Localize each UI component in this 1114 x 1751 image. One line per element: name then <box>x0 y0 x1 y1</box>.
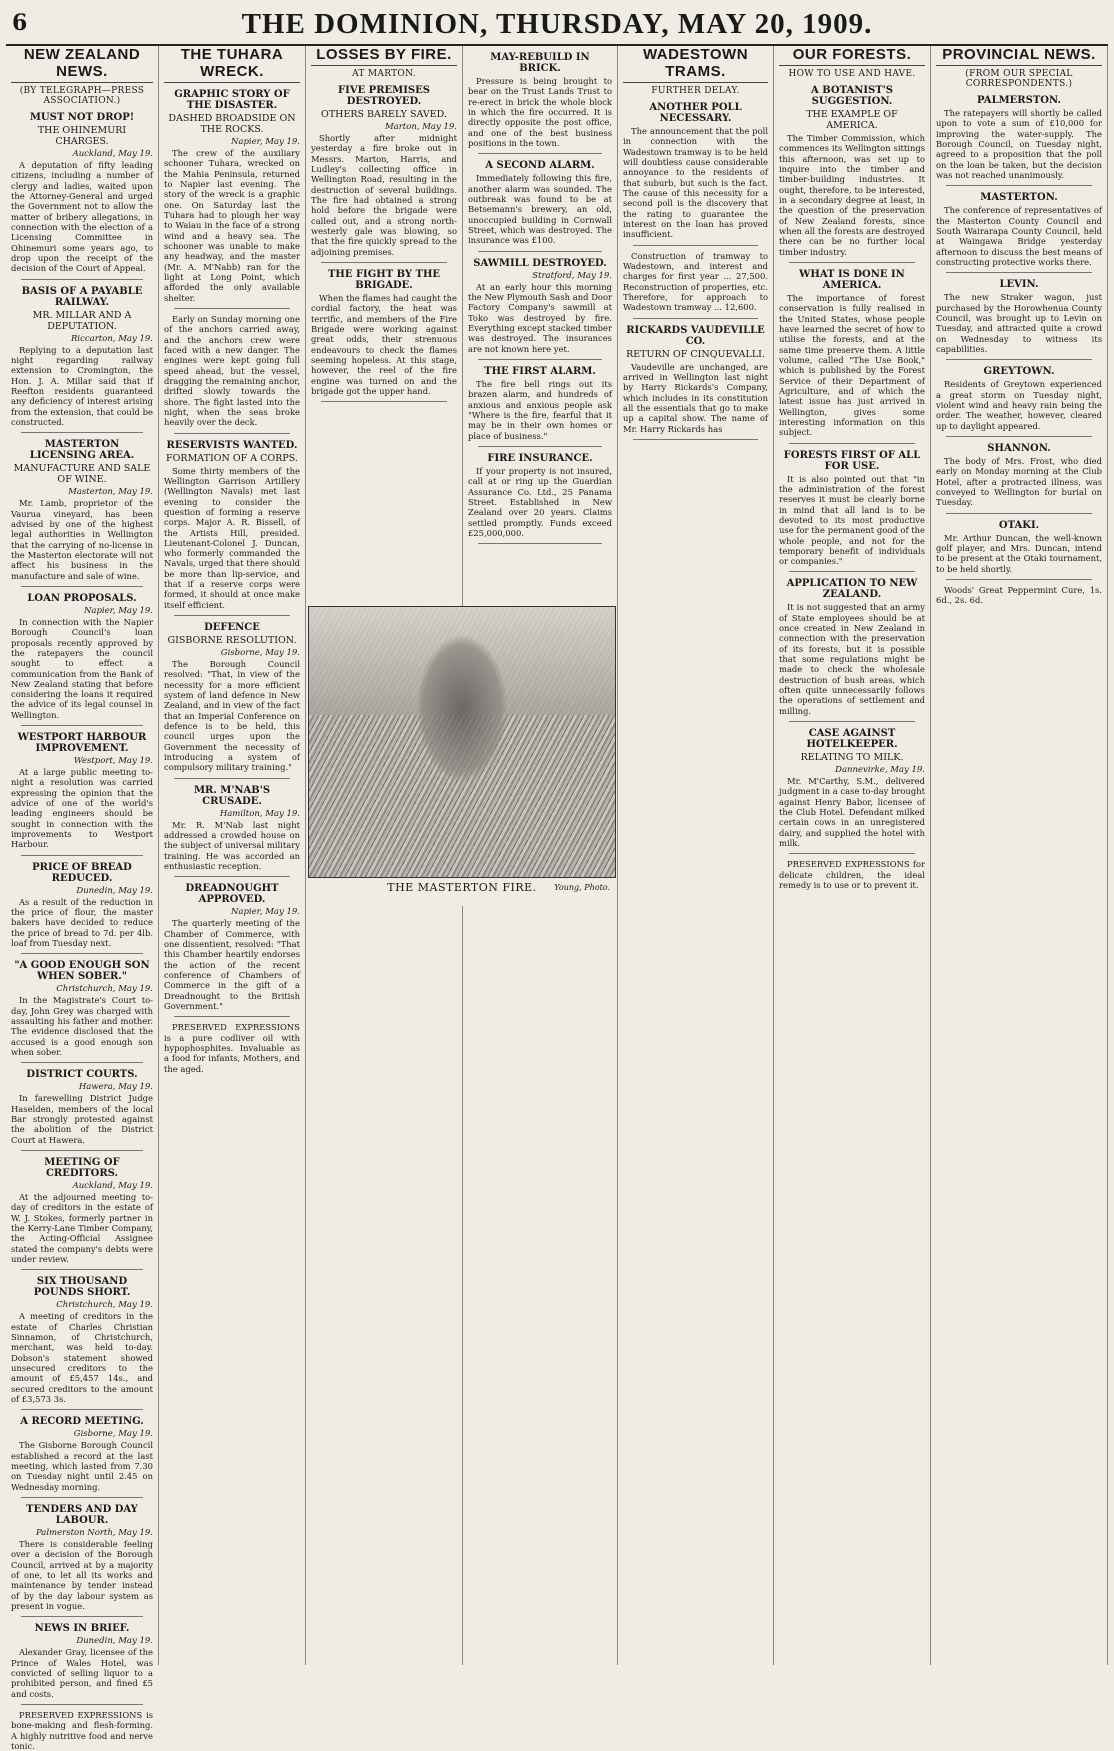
column-2 <box>159 46 306 1665</box>
article-body: At the adjourned meeting to-day of creditors in the estate of W. J. Stokes, formerly partner in the Kerry-Lane Timber Company, the Acting-Official Assignee stated the company's debts were under review. <box>11 1192 153 1264</box>
article-body: Vaudeville are unchanged, are arrived in Wellington last night by Harry Rickards's Company, which includes in its constitution all the essentials that go to make up a capital show. The name of Mr. Harry Rickards has <box>623 361 768 434</box>
article-subheadline: DASHED BROADSIDE ON THE ROCKS. <box>168 113 296 135</box>
article-body: The crew of the auxiliary schooner Tuhara, wrecked on the Mahia Peninsula, returned to Napier last evening. The story of the wreck is a graphic one. On Saturday last the Tuhara had to plough her way to Waiau in the face of a strong wind and a heavy sea. The schooner was unable to make any headway, and the master (Mr. A. M'Nabb) ran for the light at Long Point, which afforded the only available shelter. <box>164 148 300 303</box>
article-body: Alexander Gray, licensee of the Prince of Wales Hotel, was convicted of selling liquor to a prohibited person, and fined £5 and costs. <box>11 1647 153 1699</box>
section-divider <box>21 1616 143 1617</box>
column-footer-advert: PRESERVED EXPRESSIONS is a pure codliver oil with hypophosphites. Invaluable as a food for infants, Mothers, and the aged. <box>164 1022 300 1074</box>
photo-credit: Young, Photo. <box>554 883 610 892</box>
article-body: A deputation of fifty leading citizens, including a number of clergy and ladies, waited upon the Attorney-General and urged the Government not to allow the matter of bribery allegations, in connection with the election of a Licensing Committee in Ohinemuri some years ago, to drop upon the receipt of the decision of the Court of Appeal. <box>11 160 153 274</box>
article-body: The conference of representatives of the Masterton County Council and South Wairarapa County Council, held at Waingawa Bridge yesterday afternoon to discuss the best means of constructing protective works there. <box>936 205 1102 267</box>
article-section <box>11 960 153 1063</box>
section-divider <box>946 579 1092 580</box>
column-heading: WADESTOWN TRAMS. <box>623 46 768 83</box>
article-section <box>311 269 457 402</box>
section-divider <box>633 439 758 440</box>
article-section <box>11 1416 153 1498</box>
section-divider <box>174 778 290 779</box>
section-divider <box>174 433 290 434</box>
article-headline: DREADNOUGHT APPROVED. <box>185 883 279 906</box>
photo-block <box>308 606 616 906</box>
article-body: There is considerable feeling over a decision of the Borough Council, arrived at by a majority of one, to let all its works and maintenance by tender instead of by the day labour system as present in vogue. <box>11 1538 153 1611</box>
article-body: Immediately following this fire, another alarm was sounded. The outbreak was found to be at Betsemann's brewery, an old, unoccupied building in Cornwall Street, which was destroyed. The insurance was £100. <box>468 173 612 246</box>
article-section <box>779 269 925 444</box>
section-divider <box>21 953 143 954</box>
section-divider <box>478 446 602 447</box>
article-section <box>11 1157 153 1270</box>
section-divider <box>946 513 1092 514</box>
section-divider <box>21 1704 143 1705</box>
article-section <box>164 785 300 878</box>
article-body: Mr. R. M'Nab last night addressed a crowded house on the subject of universal military training. He was accorded an enthusiastic reception. <box>164 819 300 872</box>
article-headline: MUST NOT DROP! <box>29 112 135 123</box>
article-dateline: Palmerston North, May 19. <box>35 1527 153 1538</box>
article-body: It is not suggested that an army of State employees should be at once created in New Zealand in connection with the preservation of its forests, but it is possible that some regulations might be made to check the wholesale destruction of bush areas, which often quite unnecessarily follows the operations of settlement and milling. <box>779 602 925 716</box>
article-headline: DEFENCE <box>204 622 260 634</box>
article-headline: LOAN PROPOSALS. <box>27 592 137 604</box>
article-section <box>936 443 1102 514</box>
article-subheadline: MR. MILLAR AND A DEPUTATION. <box>32 309 132 332</box>
article-section <box>11 439 153 587</box>
article-section <box>936 520 1102 580</box>
article-body: In connection with the Napier Borough Council's loan proposals recently approved by the ratepayers the council sought to effect a communication from the Bank of New Zealand stating that before considering the loans it required the advice of its legal counsel in Wellington. <box>11 616 153 720</box>
column-heading: THE TUHARA WRECK. <box>164 46 300 83</box>
article-dateline: Hamilton, May 19. <box>219 808 300 819</box>
article-headline: BASIS OF A PAYABLE RAILWAY. <box>21 285 143 308</box>
article-dateline: Dunedin, May 19. <box>76 885 153 896</box>
article-headline: CASE AGAINST HOTELKEEPER. <box>806 728 898 751</box>
article-headline: GREYTOWN. <box>983 366 1055 378</box>
article-section <box>623 251 768 319</box>
column-subheading: (FROM OUR SPECIAL CORRESPONDENTS.) <box>965 69 1073 89</box>
article-body: The Borough Council resolved: "That, in view of the necessity for a more efficient system of land defence in New Zealand, and in view of the fact that an Imperial Conference on defence is to be held, this council urges upon the Government the necessity of introducing a system of compulsory military training." <box>164 659 300 773</box>
column-footer-advert: PRESERVED EXPRESSIONS is bone-making and flesh-forming. A highly nutritive food and nerve tonic. <box>11 1709 153 1751</box>
photo-caption: THE MASTERTON FIRE. <box>387 881 537 894</box>
article-dateline: Napier, May 19. <box>83 605 153 616</box>
article-subheadline: THE EXAMPLE OF AMERICA. <box>806 109 898 131</box>
article-body: A meeting of creditors in the estate of Charles Christian Sinnamon, of Christchurch, merchant, was held to-day. Dobson's statement showed unsecured creditors to the amount of £5,457 14s., and secured creditors to the amount of £3,573 3s. <box>11 1311 153 1404</box>
fire-photograph <box>308 606 616 878</box>
article-section <box>623 325 768 440</box>
section-divider <box>174 876 290 877</box>
section-divider <box>789 443 915 444</box>
article-dateline: Christchurch, May 19. <box>56 1300 153 1311</box>
article-body: The importance of forest conservation is fully realised in the United States, whose people have learned the secret of how to utilise the forests, and at the same time preserve them. A little volume, called "The Use Book," which is published by the Forest Service of their Department of Agriculture, and of which the latest issue has just arrived in Wellington, gives some interesting information on this subject. <box>779 292 925 438</box>
article-headline: MASTERTON. <box>980 192 1058 204</box>
article-dateline: Gisborne, May 19. <box>73 1429 153 1440</box>
article-body: When the flames had caught the cordial factory, the heat was terrific, and members of the Fire Brigade were working against great odds, their strenuous endeavours to check the flames seeming hopeless. At this stage, however, the reel of the fire engine was turned on and the brigade got the upper hand. <box>311 292 457 396</box>
article-body: Mr. M'Carthy, S.M., delivered judgment in a case to-day brought against Henry Babor, licensee of the Club Hotel. Defendant milked certain cows in an unregistered dairy, and supplied the hotel with milk. <box>779 776 925 849</box>
column-footer-advert: Woods' Great Peppermint Cure, 1s. 6d., 2s. 6d. <box>936 584 1102 606</box>
article-headline: SHANNON. <box>987 442 1051 454</box>
article-dateline: Auckland, May 19. <box>72 149 153 159</box>
newspaper-title: THE DOMINION, THURSDAY, MAY 20, 1909. <box>241 8 873 40</box>
section-divider <box>21 432 143 433</box>
article-body: Construction of tramway to Wadestown, and interest and charges for first year ... 27,500. Reconstruction of properties, etc. Therefore, for approach to Wadestown tramway ... 12,600. <box>623 250 768 313</box>
article-section <box>11 1276 153 1410</box>
article-dateline: Hawera, May 19. <box>78 1082 153 1093</box>
section-divider <box>174 1016 290 1017</box>
section-divider <box>478 543 602 544</box>
article-headline: DISTRICT COURTS. <box>26 1069 138 1081</box>
article-dateline: Marton, May 19. <box>384 122 457 132</box>
article-headline: RESERVISTS WANTED. <box>166 439 298 451</box>
article-subheadline: FORMATION OF A CORPS. <box>166 452 298 464</box>
column-1 <box>6 46 159 1751</box>
column-subheading: HOW TO USE AND HAVE. <box>788 69 916 79</box>
page-number: 6 <box>12 10 28 36</box>
article-section <box>11 732 153 856</box>
article-section <box>468 258 612 360</box>
article-headline: FIVE PREMISES DESTROYED. <box>338 85 430 107</box>
article-section <box>779 85 925 263</box>
article-section <box>11 593 153 726</box>
article-subheadline: OTHERS BARELY SAVED. <box>321 109 447 120</box>
article-subheadline: GISBORNE RESOLUTION. <box>167 635 297 647</box>
photo-smoke <box>416 634 508 783</box>
article-subheadline: THE OHINEMURI CHARGES. <box>37 125 127 147</box>
article-section <box>311 85 457 263</box>
article-body: The Timber Commission, which commences its Wellington sittings this afternoon, was set up to inquire into the timber and timber-building industries. It ought, therefore, to be interested, in a secondary degree at least, in the question of the preservation of New Zealand forests, since when all the forests are destroyed there can be no further local timber industry. <box>779 133 925 257</box>
article-headline: GRAPHIC STORY OF THE DISASTER. <box>174 89 290 111</box>
article-headline: THE FIGHT BY THE BRIGADE. <box>327 268 441 291</box>
article-section <box>164 89 300 309</box>
article-section <box>779 728 925 854</box>
column-6 <box>774 46 931 1665</box>
article-body: At an early hour this morning the New Plymouth Sash and Door Factory Company's sawmill at Toko was destroyed by fire. Everything except stacked timber was destroyed. The insurances are not known here yet. <box>468 281 612 354</box>
section-divider <box>174 308 290 309</box>
section-divider <box>21 1062 143 1063</box>
article-headline: PALMERSTON. <box>977 95 1061 106</box>
section-divider <box>21 725 143 726</box>
section-divider <box>789 262 915 263</box>
article-subheadline: MANUFACTURE AND SALE OF WINE. <box>13 463 151 486</box>
section-divider <box>789 853 915 854</box>
column-7 <box>931 46 1108 1665</box>
article-dateline: Riccarton, May 19. <box>71 333 153 344</box>
article-body: Residents of Greytown experienced a great storm on Tuesday night, violent wind and heavy rain being the order. The weather, however, cleared up to daylight appeared. <box>936 379 1102 431</box>
column-subheading: FURTHER DELAY. <box>651 86 740 96</box>
section-divider <box>21 1150 143 1151</box>
article-body: As a result of the reduction in the price of flour, the master bakers have decided to reduce the price of bread to 7d. per 4lb. loaf from Tuesday next. <box>11 896 153 949</box>
article-headline: THE FIRST ALARM. <box>484 365 596 377</box>
article-section <box>936 366 1102 437</box>
article-headline: PRICE OF BREAD REDUCED. <box>32 861 132 884</box>
article-headline: FORESTS FIRST OF ALL FOR USE. <box>783 449 921 472</box>
section-divider <box>633 245 758 246</box>
column-footer-advert: PRESERVED EXPRESSIONS for delicate children, the ideal remedy is to use or to prevent it. <box>779 859 925 891</box>
article-section <box>468 366 612 447</box>
article-section <box>468 52 612 154</box>
article-section <box>936 192 1102 273</box>
column-subheading: (BY TELEGRAPH—PRESS ASSOCIATION.) <box>19 86 145 106</box>
article-section <box>936 279 1102 360</box>
article-section <box>11 112 153 280</box>
article-headline: WESTPORT HARBOUR IMPROVEMENT. <box>17 732 147 755</box>
article-body: Pressure is being brought to bear on the Trust Lands Trust to re-erect in brick the whole block in which the fire occurred. It is directly opposite the post office, and one of the best business positions in the town. <box>468 76 612 148</box>
article-dateline: Westport, May 19. <box>73 756 153 767</box>
article-headline: A SECOND ALARM. <box>485 160 595 172</box>
article-dateline: Stratford, May 19. <box>532 270 612 281</box>
article-headline: MR. M'NAB'S CRUSADE. <box>193 784 271 807</box>
article-body: Mr. Lamb, proprietor of the Vaurua vineyard, has been advised by one of the highest legal authorities in Wellington that the carrying of no-license in the Masterton electorate will not affect his business in the manufacture and sale of wine. <box>11 498 153 581</box>
article-headline: SIX THOUSAND POUNDS SHORT. <box>33 1276 131 1299</box>
article-section <box>164 314 300 434</box>
article-section <box>779 450 925 573</box>
article-section <box>164 440 300 617</box>
article-body: The body of Mrs. Frost, who died early on Monday morning at the Club Hotel, after a protracted illness, was conveyed to Wellington for burial on Tuesday. <box>936 455 1102 508</box>
article-dateline: Dunedin, May 19. <box>76 1636 153 1647</box>
article-headline: ANOTHER POLL NECESSARY. <box>649 102 742 124</box>
article-headline: A BOTANIST'S SUGGESTION. <box>810 85 893 107</box>
article-headline: MEETING OF CREDITORS. <box>44 1157 120 1180</box>
article-section <box>11 286 153 434</box>
section-divider <box>21 279 143 280</box>
article-body: Some thirty members of the Wellington Garrison Artillery (Wellington Navals) met last evening to consider the question of forming a reserve corps. Major A. R. Bissell, of the Artists Hill, presided. Lieutenant-Colonel J. Duncan, who formerly commanded the Navals, urged that there should be more than lip-service, and that if a reserve corps were formed, it should at once make itself efficient. <box>164 465 300 610</box>
article-headline: SAWMILL DESTROYED. <box>473 257 607 269</box>
section-divider <box>946 436 1092 437</box>
section-divider <box>21 855 143 856</box>
article-dateline: Napier, May 19. <box>230 137 300 147</box>
article-body: In the Magistrate's Court to-day, John Grey was charged with assaulting his father and mother. The evidence disclosed that the accused is a good enough son when sober. <box>11 995 153 1058</box>
section-divider <box>21 1269 143 1270</box>
column-heading: NEW ZEALAND NEWS. <box>11 46 153 83</box>
article-body: Shortly after midnight yesterday a fire broke out in Messrs. Marton, Harris, and Ludley's collecting office in Wellington Road, resulting in the destruction of several buildings. The fire had obtained a strong hold before the brigade were called out, and a strong north-westerly gale was blowing, so that the fire quickly spread to the adjoining premises. <box>311 133 457 257</box>
article-dateline: Christchurch, May 19. <box>56 984 153 995</box>
section-divider <box>478 251 602 252</box>
article-section <box>11 1504 153 1617</box>
column-subheading: AT MARTON. <box>352 69 416 79</box>
column-heading: OUR FORESTS. <box>779 46 925 66</box>
article-section <box>936 95 1102 186</box>
article-section <box>11 862 153 955</box>
section-divider <box>321 401 447 402</box>
columns-area <box>6 46 1108 1751</box>
section-divider <box>21 1409 143 1410</box>
section-divider <box>21 586 143 587</box>
article-body: The fire bell rings out its brazen alarm, and hundreds of anxious and anxious people ask "Where is the fire, fearful that it may be in their own homes or place of business." <box>468 378 612 441</box>
article-section <box>623 102 768 246</box>
article-headline: MASTERTON LICENSING AREA. <box>29 439 135 462</box>
article-body: It is also pointed out that "in the administration of the forest reserves it must be clearly borne in mind that all land is to be devoted to its most productive use for the permanent good of the whole people, and not for the temporary benefit of individuals or companies." <box>779 473 925 567</box>
article-body: The announcement that the poll in connection with the Wadestown tramway is to be held will doubtless cause considerable annoyance to the residents of that suburb, but such is the fact. The cause of this necessity for a second poll is the discovery that the rating to guarantee the interest on the loan has proved insufficient. <box>623 126 768 240</box>
article-dateline: Gisborne, May 19. <box>220 648 300 659</box>
section-divider <box>789 721 915 722</box>
article-body: The Gisborne Borough Council established a record at the last meeting, which lasted from 7.30 on Tuesday night until 2.45 on Wednesday morning. <box>11 1440 153 1492</box>
section-divider <box>789 571 915 572</box>
article-headline: APPLICATION TO NEW ZEALAND. <box>786 578 918 601</box>
column-5 <box>618 46 774 1665</box>
article-body: The ratepayers will shortly be called upon to vote a sum of £10,000 for improving the water-supply. The Borough Council, on Tuesday night, agreed to a proposition that the poll on the loan be taken, but the decision was not reached unanimously. <box>936 108 1102 180</box>
article-headline: FIRE INSURANCE. <box>487 452 593 464</box>
section-divider <box>478 359 602 360</box>
article-body: In farewelling District Judge Haselden, members of the local Bar strongly protested against the abolition of the District Court at Hawera. <box>11 1093 153 1145</box>
article-section <box>164 883 300 1017</box>
article-headline: MAY-REBUILD IN BRICK. <box>490 52 590 74</box>
article-headline: RICKARDS VAUDEVILLE CO. <box>626 324 765 347</box>
article-headline: "A GOOD ENOUGH SON WHEN SOBER." <box>14 960 150 983</box>
section-divider <box>946 272 1092 273</box>
article-section <box>468 160 612 251</box>
article-headline: LEVIN. <box>999 279 1039 291</box>
section-divider <box>478 153 602 154</box>
article-body: The new Straker wagon, just purchased by the Horowhenua County Council, was brought up to Levin on Tuesday, and attracted quite a crowd on Wednesday to witness its capabilities. <box>936 292 1102 354</box>
article-dateline: Napier, May 19. <box>230 907 300 918</box>
article-dateline: Auckland, May 19. <box>72 1181 153 1192</box>
article-headline: NEWS IN BRIEF. <box>34 1623 130 1635</box>
article-body: The quarterly meeting of the Chamber of Commerce, with one dissentient, resolved: "That this Chamber heartily endorses the action of the recent conference of Chambers of Commerce in the gift of a Dreadnought to the British Government." <box>164 918 300 1011</box>
article-dateline: Dannevirke, May 19. <box>835 765 925 776</box>
article-section <box>164 622 300 779</box>
section-divider <box>633 318 758 319</box>
article-section <box>11 1623 153 1705</box>
article-section <box>11 1069 153 1151</box>
column-heading: PROVINCIAL NEWS. <box>936 46 1102 66</box>
article-body: If your property is not insured, call at or ring up the Guardian Assurance Co. Ltd., 25 Panama Street. Established in New Zealand over 20 years. Claims settled promptly. Funds exceed £25,000,000. <box>468 465 612 538</box>
article-section <box>779 578 925 722</box>
article-headline: OTAKI. <box>998 519 1040 531</box>
article-subheadline: RELATING TO MILK. <box>800 752 904 764</box>
article-subheadline: RETURN OF CINQUEVALLI. <box>626 348 765 360</box>
article-body: At a large public meeting to-night a resolution was carried expressing the opinion that the advice of one of the world's leading engineers should be sought in connection with the improvements to Westport Harbour. <box>11 767 153 850</box>
column-heading: LOSSES BY FIRE. <box>311 46 457 66</box>
article-headline: A RECORD MEETING. <box>20 1416 144 1428</box>
section-divider <box>946 359 1092 360</box>
article-body: Early on Sunday morning one of the anchors carried away, and the anchors crew were faced with a new danger. The engines were kept going full speed ahead, but the vessel, dragging the remaining anchor, drifted slowly towards the shore. The fight lasted into the night, when the seas broke heavily over the deck. <box>164 313 300 428</box>
masthead <box>6 4 1108 46</box>
article-body: Replying to a deputation last night regarding railway extension to Cromington, the Hon. J. A. Millar said that if Reefton residents guaranteed any deficiency of interest arising from the extension, that could be constructed. <box>11 344 153 427</box>
section-divider <box>174 615 290 616</box>
article-dateline: Masterton, May 19. <box>68 487 153 498</box>
article-body: Mr. Arthur Duncan, the well-known golf player, and Mrs. Duncan, intend to be present at the Otaki tournament, to be held shortly. <box>936 532 1102 574</box>
section-divider <box>321 262 447 263</box>
article-headline: WHAT IS DONE IN AMERICA. <box>799 268 905 291</box>
article-headline: TENDERS AND DAY LABOUR. <box>26 1503 138 1526</box>
article-section <box>468 453 612 544</box>
section-divider <box>21 1497 143 1498</box>
section-divider <box>946 185 1092 186</box>
